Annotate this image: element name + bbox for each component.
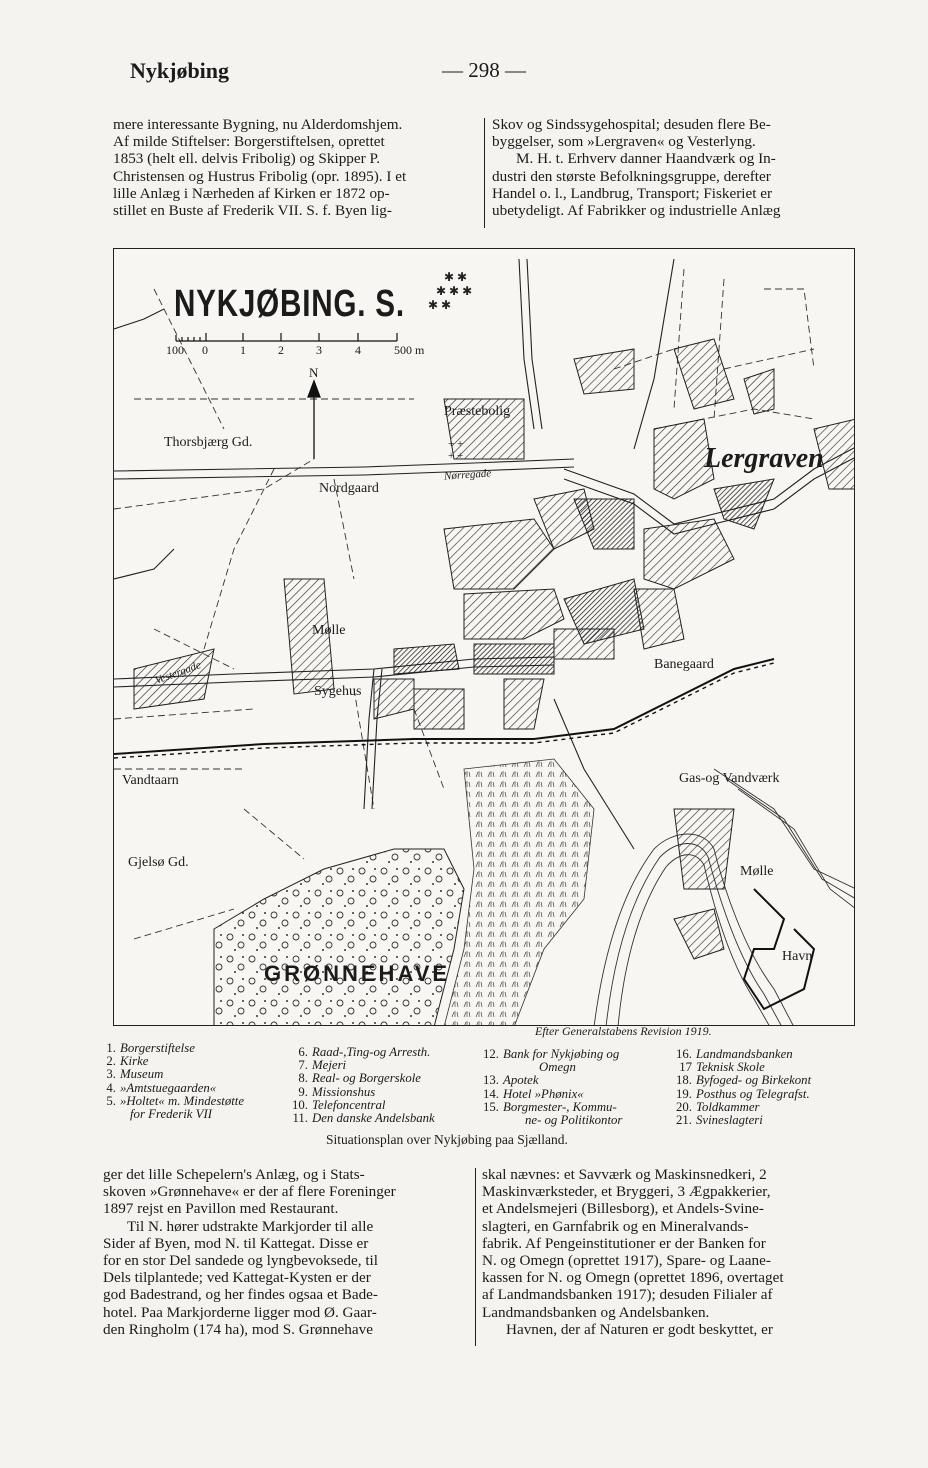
text-line: den Ringholm (174 ha), mod S. Grønnehave (103, 1320, 373, 1338)
column-divider (475, 1168, 476, 1346)
legend-item: 13. Apotek (483, 1073, 539, 1088)
text-line: dustri den største Befolkningsgruppe, derefter (492, 167, 771, 185)
coast-contours (594, 769, 855, 1026)
svg-text:✱ ✱: ✱ ✱ (428, 298, 452, 312)
label-molle-2: Mølle (740, 864, 774, 879)
scale-label: 500 m (394, 343, 425, 357)
legend-item: Omegn (539, 1060, 576, 1075)
north-arrow-icon (308, 381, 320, 459)
cemetery-crosses (448, 438, 463, 462)
label-vestergade: Vestergade (153, 659, 203, 687)
scale-label: 3 (316, 343, 322, 357)
text-line: for en stor Del sandede og lyngbevoksede, til (103, 1252, 378, 1270)
text-line: Havnen, der af Naturen er godt beskyttet, er (506, 1320, 773, 1338)
map-credit: Efter Generalstabens Revision 1919. (535, 1024, 712, 1038)
top-right-column (492, 116, 862, 219)
text-line: Af milde Stiftelser: Borgerstiftelsen, oprettet (113, 133, 385, 151)
legend-item: 20. Toldkammer (676, 1099, 760, 1114)
text-line: byggelser, som »Lergraven« og Vesterlyng. (492, 133, 756, 151)
text-line: Maskinværksteder, et Bryggeri, 3 Ægpakkerier, (482, 1183, 771, 1201)
scale-label: 2 (278, 343, 284, 357)
legend-item: 21. Svineslagteri (676, 1113, 763, 1128)
legend-item: 19. Posthus og Telegrafst. (676, 1086, 810, 1101)
text-line: Sider af Byen, mod N. til Kattegat. Disse er (103, 1234, 369, 1252)
text-line: skoven »Grønnehave« er der af flere Foreninger (103, 1183, 396, 1201)
marsh-area (444, 759, 594, 1026)
legend-item: 4. »Amtstuegaarden« (106, 1080, 217, 1095)
text-line: 1853 (helt ell. delvis Fribolig) og Skipper P. (113, 150, 381, 168)
label-vandtaarn: Vandtaarn (122, 773, 179, 788)
map-legend-col-4 (676, 1048, 860, 1127)
label-havn: Havn (782, 949, 813, 964)
north-label: N (309, 365, 319, 380)
text-line: kassen for N. og Omegn (oprettet 1896, overtaget (482, 1269, 784, 1287)
text-line: ger det lille Schepelern's Anlæg, og i Stats- (103, 1166, 365, 1183)
bottom-left-column (103, 1166, 469, 1338)
label-gas-vandvaerk: Gas-og Vandværk (679, 771, 780, 786)
text-line: et Andelsmejeri (Billesborg), et Andels-Svine- (482, 1200, 764, 1218)
label-molle-1: Mølle (312, 623, 346, 638)
map-legend-col-3 (483, 1048, 675, 1127)
text-line: god Badestrand, og her findes ogsaa et Bade- (103, 1286, 378, 1304)
label-lergraven: Lergraven (704, 443, 824, 474)
text-line: lille Anlæg i Nærheden af Kirken er 1872 op- (113, 184, 390, 202)
legend-item: 3. Museum (106, 1067, 164, 1082)
svg-text:+ +: + + (448, 438, 464, 450)
scale-label: 0 (202, 343, 208, 357)
label-norregade: Nørregade (443, 467, 492, 483)
text-line: Skov og Sindssygehospital; desuden flere Be- (492, 116, 771, 133)
svg-text:+ +: + + (448, 450, 464, 462)
page-header (130, 58, 860, 88)
text-line: Landmandsbanken og Andelsbanken. (482, 1303, 710, 1321)
text-line: ubetydeligt. Af Fabrikker og industrielle Anlæg (492, 202, 781, 220)
label-sygehus: Sygehus (314, 684, 362, 699)
legend-item: 11. Den danske Andelsbank (292, 1111, 435, 1126)
text-line: N. og Omegn (oprettet 1917), Spare- og Laane- (482, 1252, 771, 1270)
legend-item: ne- og Politikontor (525, 1113, 623, 1128)
legend-item: 16. Landmandsbanken (676, 1047, 793, 1061)
text-line: hotel. Paa Markjorderne ligger mod Ø. Gaar- (103, 1303, 377, 1321)
running-title: Nykjøbing (130, 58, 230, 83)
text-line: mere interessante Bygning, nu Alderdomshjem. (113, 116, 403, 133)
map-caption: Situationsplan over Nykjøbing paa Sjælland. (326, 1132, 568, 1147)
scale-label: 4 (355, 343, 361, 357)
legend-item: 6. Raad-,Ting-og Arresth. (298, 1045, 431, 1059)
legend-item: 9. Missionshus (298, 1084, 376, 1099)
legend-item: 2. Kirke (106, 1054, 149, 1069)
text-line: slagteri, en Garnfabrik og en Mineralvands- (482, 1217, 749, 1235)
label-gronnehave: GRØNNEHAVE (264, 961, 451, 986)
forest-stars (428, 270, 472, 312)
legend-item: 14. Hotel »Phønix« (483, 1086, 584, 1101)
legend-item: 8. Real- og Borgerskole (298, 1071, 421, 1086)
legend-item: 10. Telefoncentral (292, 1097, 386, 1112)
map-drawing (114, 249, 855, 1026)
text-line: Til N. hører udstrakte Markjorder til alle (127, 1217, 374, 1235)
map-legend-col-2 (292, 1046, 482, 1125)
scale-label: 1 (240, 343, 246, 357)
text-line: Dels tilplantede; ved Kattegat-Kysten er der (103, 1269, 371, 1287)
map-title: NYKJØBING. S. (174, 283, 405, 325)
svg-text:✱ ✱: ✱ ✱ (444, 270, 468, 284)
label-nordgaard: Nordgaard (319, 481, 379, 496)
scale-label: 100 (166, 343, 184, 357)
text-line: fabrik. Af Pengeinstitutioner er der Banken for (482, 1234, 766, 1252)
text-line: stillet en Buste af Frederik VII. S. f. Byen lig- (113, 202, 392, 220)
legend-item: 15. Borgmester-, Kommu- (483, 1099, 617, 1114)
text-line: af Landmandsbanken 1917); desuden Filialer af (482, 1286, 773, 1304)
text-line: 1897 rejst en Pavillon med Restaurant. (103, 1200, 339, 1218)
town-map (113, 248, 855, 1026)
legend-item: 7. Mejeri (298, 1058, 347, 1073)
text-line: Handel o. l., Landbrug, Transport; Fiskeriet er (492, 184, 773, 202)
legend-item: 18. Byfoged- og Birkekont (676, 1073, 812, 1088)
legend-item: 17 Teknisk Skole (679, 1060, 765, 1075)
page-number: — 298 — (442, 58, 526, 82)
legend-item: 1. Borgerstiftelse (106, 1041, 195, 1055)
scale-bar (176, 333, 397, 341)
label-thorsbjaerg: Thorsbjærg Gd. (164, 435, 253, 450)
top-left-column (113, 116, 478, 219)
map-legend-col-1 (100, 1042, 280, 1121)
text-line: M. H. t. Erhverv danner Haandværk og In- (516, 150, 776, 168)
legend-item: for Frederik VII (130, 1107, 212, 1122)
label-gjelso: Gjelsø Gd. (128, 855, 189, 870)
label-banegaard: Banegaard (654, 657, 714, 672)
forest-area (214, 849, 464, 1026)
legend-item: 5. »Holtet« m. Mindestøtte (106, 1093, 245, 1108)
legend-item: 12. Bank for Nykjøbing og (483, 1047, 620, 1061)
bottom-right-column (482, 1166, 854, 1338)
label-praestebolig: Præstebolig (444, 404, 511, 419)
svg-text:✱ ✱ ✱: ✱ ✱ ✱ (436, 284, 473, 298)
text-line: Christensen og Hustrus Fribolig (opr. 1895). I et (113, 167, 407, 185)
text-line: skal nævnes: et Savværk og Maskinsnedkeri, 2 (482, 1166, 767, 1183)
column-divider (484, 118, 485, 228)
